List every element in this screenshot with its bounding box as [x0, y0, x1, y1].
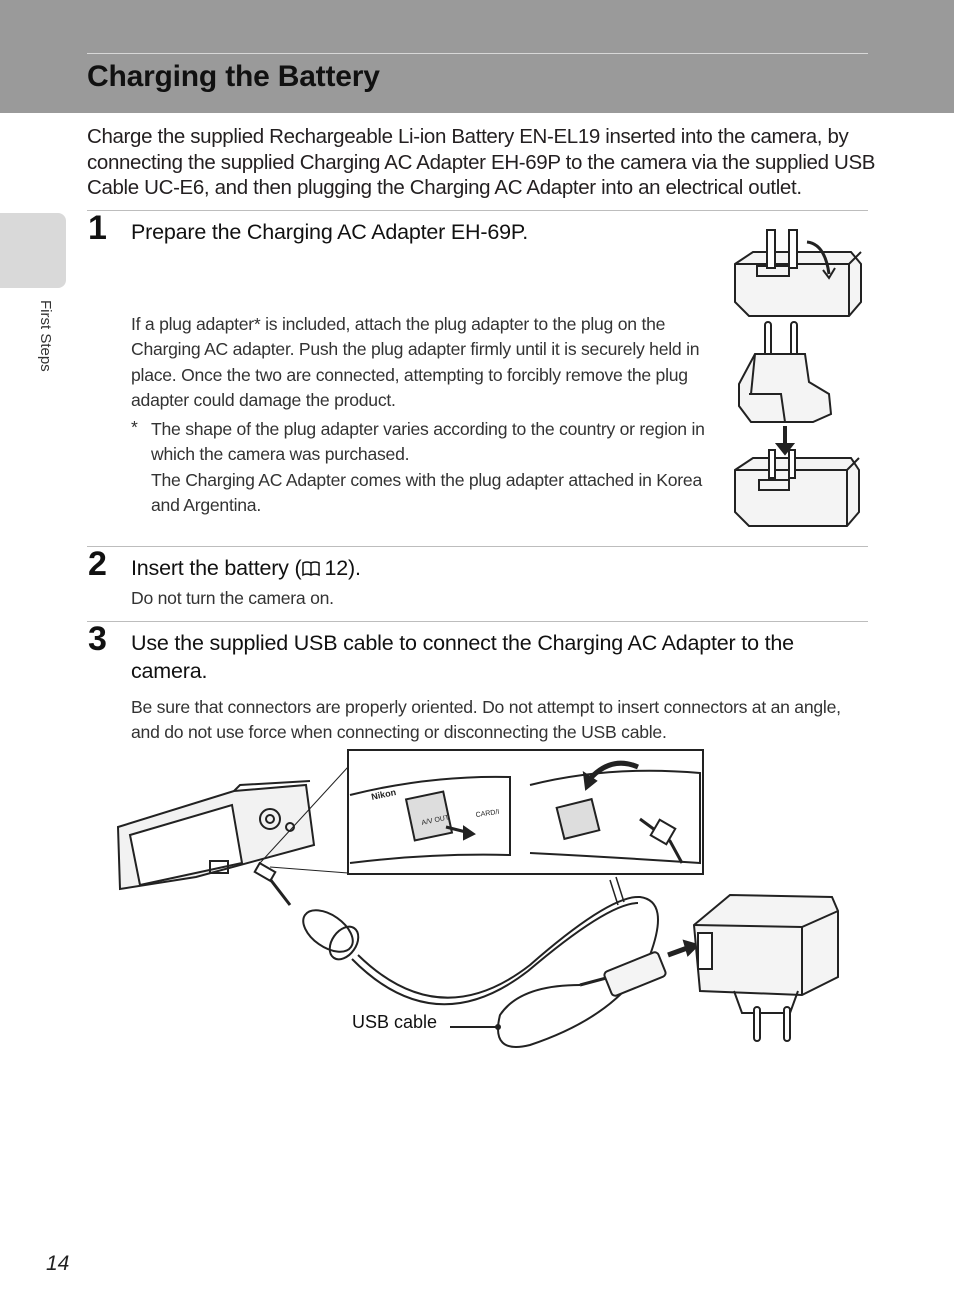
divider	[87, 210, 868, 211]
section-tab-label: First Steps	[37, 300, 54, 372]
step-1-title: Prepare the Charging AC Adapter EH-69P.	[131, 220, 528, 244]
intro-paragraph: Charge the supplied Rechargeable Li-ion Battery EN-EL19 inserted into the camera, by connecting the supplied Charging AC Adapter EH-69P to the camera via the supplied USB Cable UC-E6, and then plugging the Charging AC Adapter into an electrical outlet.	[87, 125, 876, 200]
step-2-page-ref: 12).	[324, 556, 361, 580]
header-rule	[87, 53, 868, 54]
step-2-number: 2	[88, 545, 107, 583]
step-2-body: Do not turn the camera on.	[131, 588, 334, 608]
step-1-number: 1	[88, 209, 107, 247]
section-tab	[0, 213, 66, 288]
step-1-body: If a plug adapter* is included, attach the plug adapter to the plug on the Charging AC adapter. Push the plug adapter firmly until it is securely held in place. Once the two are connected, attempting to forcibly remove the plug adapter could damage the product.	[131, 314, 700, 411]
port-label: A/V OUT	[420, 814, 450, 827]
card-label: CARD/I	[475, 808, 500, 819]
step-2-title	[131, 556, 361, 581]
page-number: 14	[46, 1252, 70, 1275]
step-3-title-line-1: Use the supplied USB cable to connect the Charging AC Adapter to the	[131, 631, 794, 655]
note-marker: *	[131, 417, 138, 437]
adapter-plug-illustration	[725, 222, 865, 532]
step-2-title-text: Insert the battery (	[131, 556, 302, 580]
note-line-1: The shape of the plug adapter varies according to the country or region in which the camera was purchased.	[151, 419, 705, 465]
usb-connection-illustration	[110, 745, 845, 1060]
usb-cable-label: USB cable	[352, 1012, 438, 1032]
step-3-body: Be sure that connectors are properly oriented. Do not attempt to insert connectors at an angle, and do not use force when connecting or disconnecting the USB cable.	[131, 697, 841, 743]
step-3-number: 3	[88, 620, 107, 658]
divider	[87, 546, 868, 547]
note-line-2: The Charging AC Adapter comes with the plug adapter attached in Korea and Argentina.	[151, 470, 702, 516]
header-band	[0, 0, 954, 113]
book-reference-icon	[302, 561, 320, 576]
page-title: Charging the Battery	[87, 60, 380, 93]
step-3-title-line-2: camera.	[131, 659, 208, 683]
brand-text: Nikon	[370, 786, 397, 802]
divider	[87, 621, 868, 622]
